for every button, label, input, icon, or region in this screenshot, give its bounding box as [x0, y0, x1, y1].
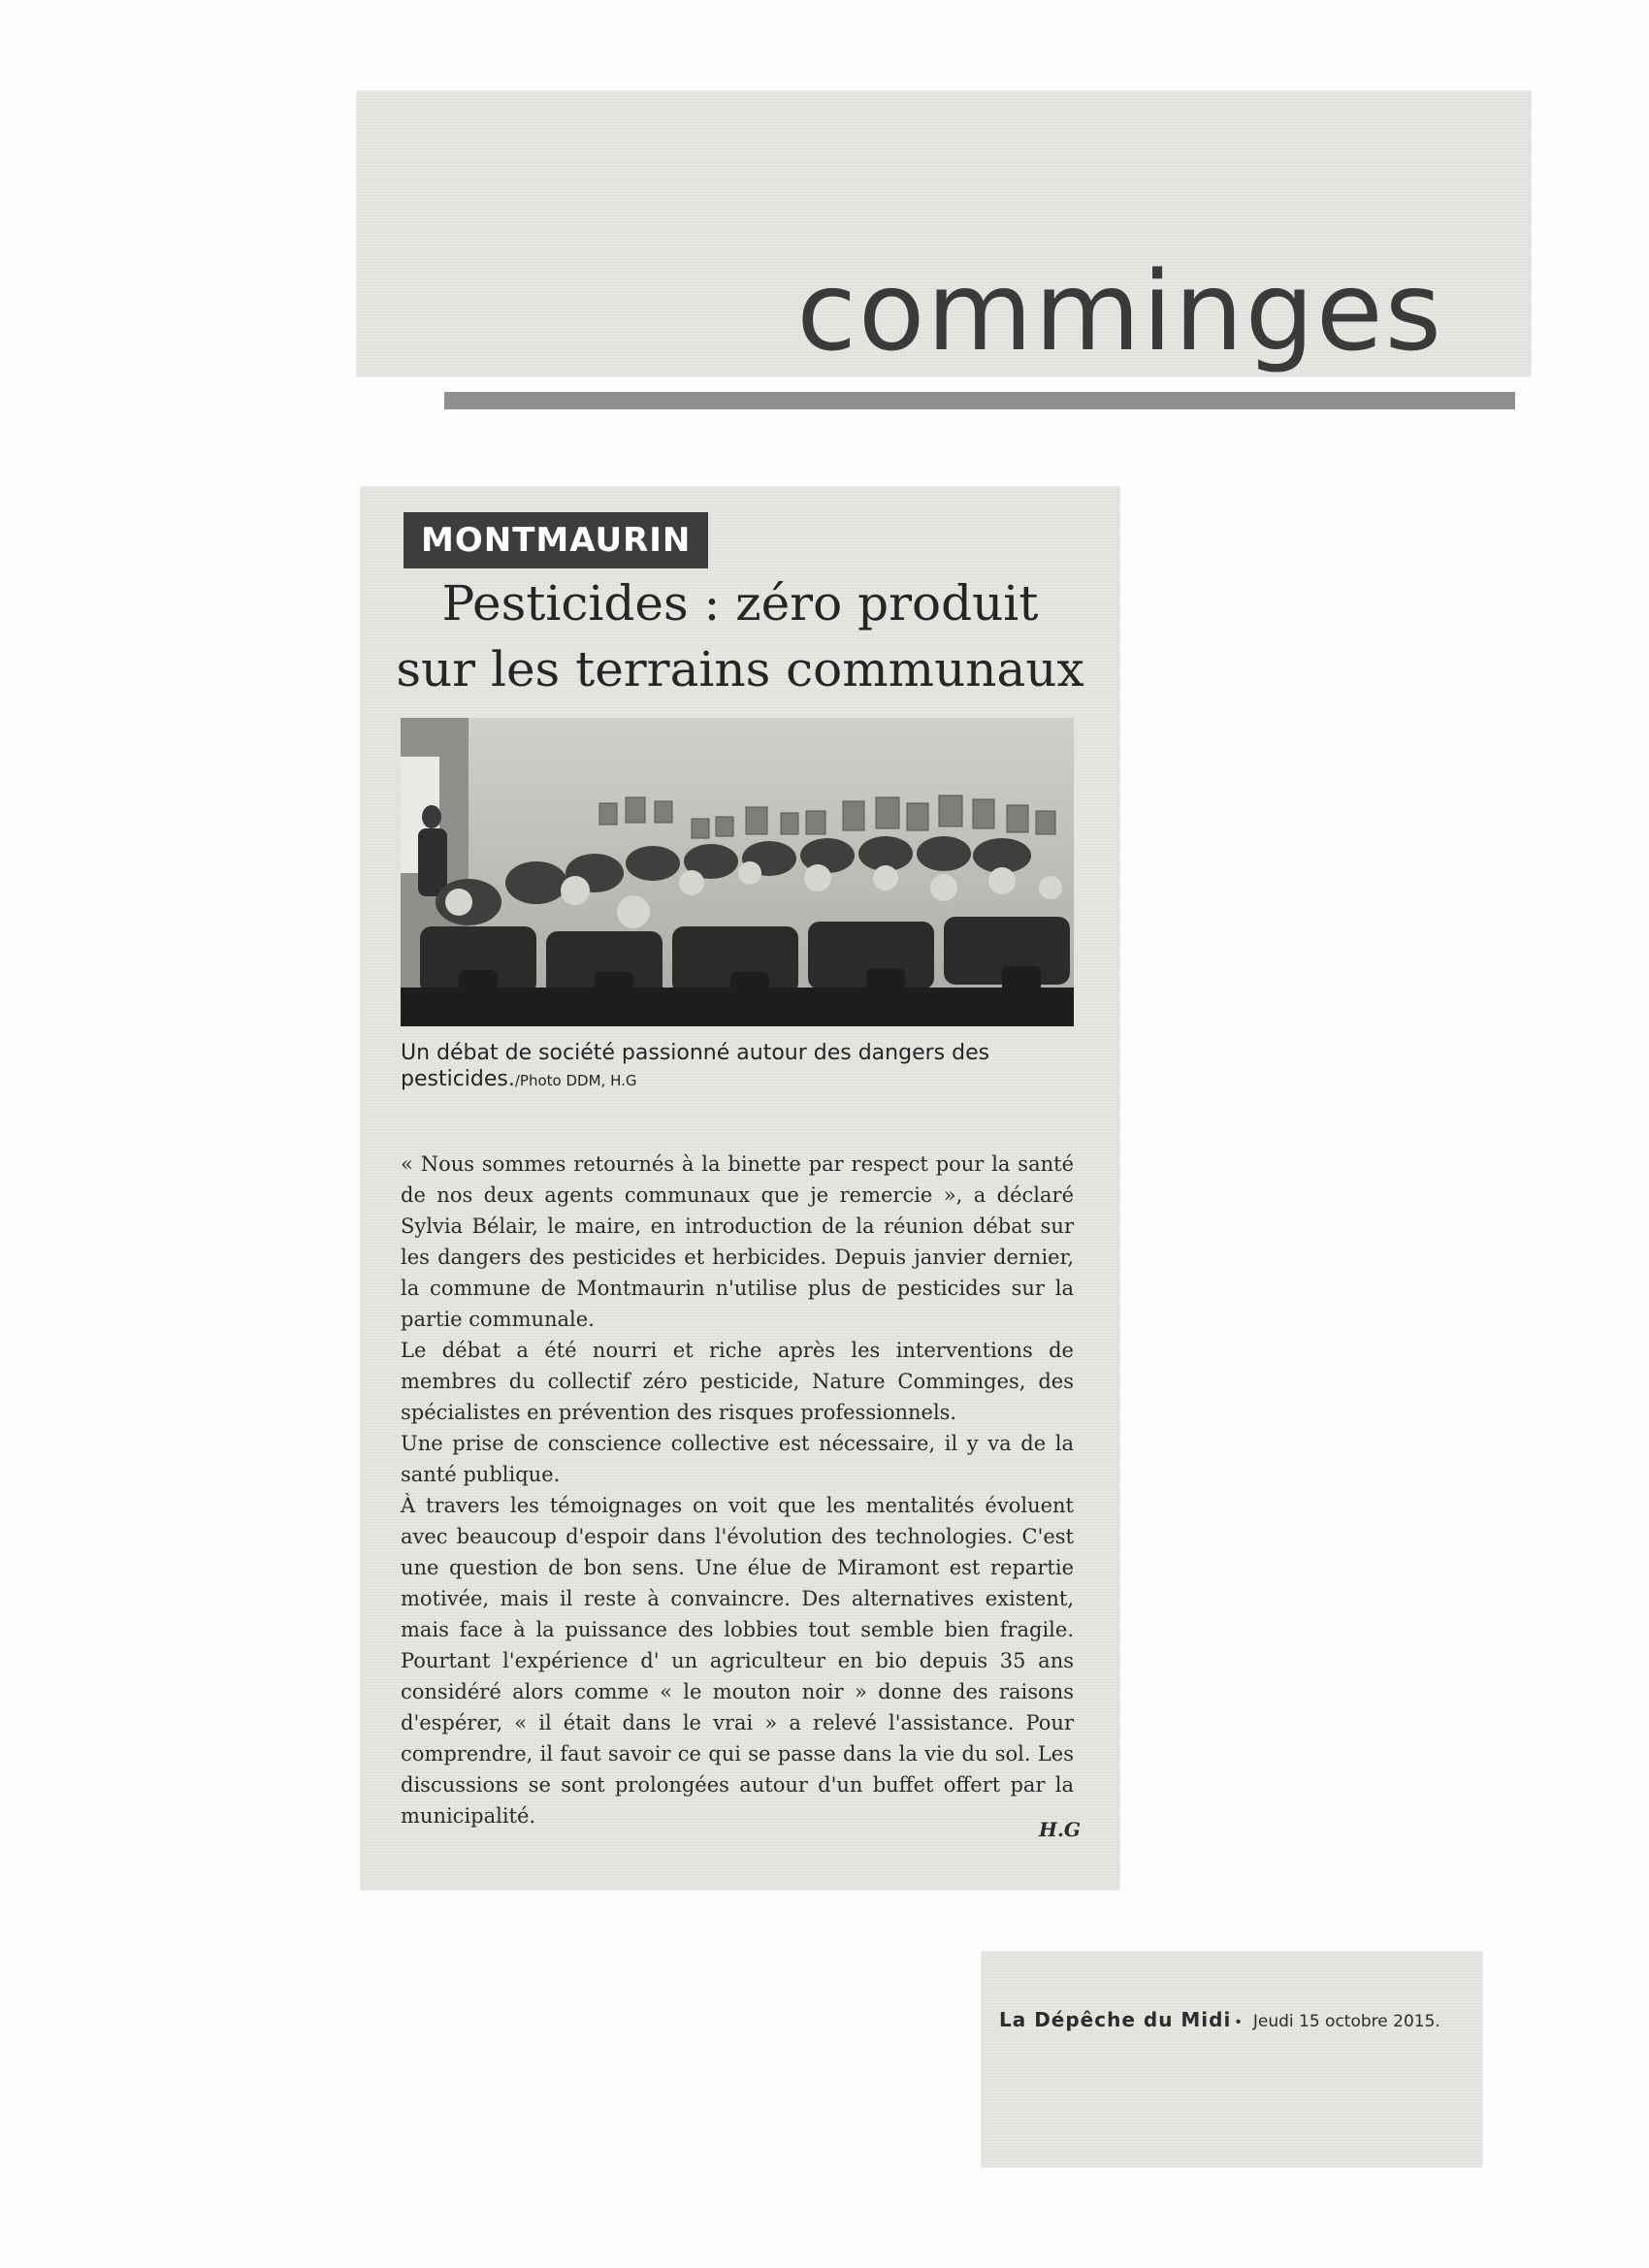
body-paragraph: Une prise de conscience collective est nécessaire, il y va de la santé publique. — [401, 1432, 1074, 1486]
body-paragraph: « Nous sommes retournés à la binette par respect pour la santé de nos deux agents communaux que je remercie », a déclaré Sylvia Bélair, le maire, en introduction de la réunion débat sur les dangers des pesticides et herbicides. Depuis janvier dernier, la commune de Montmaurin n'utilise plus de pesticides sur la partie communale. — [401, 1152, 1074, 1331]
section-title: comminges — [796, 249, 1443, 375]
source-clipping — [982, 1952, 1482, 2167]
headline — [390, 570, 1090, 702]
source-line — [999, 2008, 1440, 2031]
caption-text: Un débat de société passionné autour des dangers des pesticides. — [401, 1041, 990, 1091]
article-clipping — [361, 487, 1119, 1890]
location-kicker: MONTMAURIN — [404, 512, 708, 568]
photo-caption — [401, 1040, 1074, 1094]
publication-date: Jeudi 15 octobre 2015. — [1252, 2012, 1440, 2031]
section-rule — [444, 392, 1515, 409]
audience-photo — [401, 718, 1074, 1026]
separator: • — [1235, 2014, 1242, 2030]
audience-photo-icon — [401, 718, 1074, 1026]
headline-line: Pesticides : zéro produit — [441, 575, 1039, 632]
newspaper-name: La Dépêche du Midi — [999, 2008, 1232, 2031]
body-paragraph: À travers les témoignages on voit que les mentalités évoluent avec beaucoup d'espoir dans l'évolution des technologies. C'est une question de bon sens. Une élue de Miramont est repartie motivée, mais il reste à convaincre. Des alternatives existent, mais face à la puissance des lobbies tout semble bien fragile. Pourtant l'expérience d' un agriculteur en bio depuis 35 ans considéré alors comme « le mouton noir » donne des raisons d'espérer, « il était dans le vrai » a relevé l'assistance. Pour comprendre, il faut savoir ce qui se passe dans la vie du sol. Les discussions se sont prolongées autour d'un buffet offert par la municipalité. — [401, 1494, 1074, 1828]
body-paragraph: Le débat a été nourri et riche après les interventions de membres du collectif zéro pesticide, Nature Comminges, des spécialistes en prévention des risques professionnels. — [401, 1339, 1074, 1424]
section-header-clipping — [357, 91, 1531, 376]
byline: H.G — [1039, 1818, 1081, 1841]
article-body — [401, 1149, 1074, 1831]
headline-line: sur les terrains communaux — [396, 641, 1084, 697]
photo-credit: /Photo DDM, H.G — [514, 1072, 637, 1089]
